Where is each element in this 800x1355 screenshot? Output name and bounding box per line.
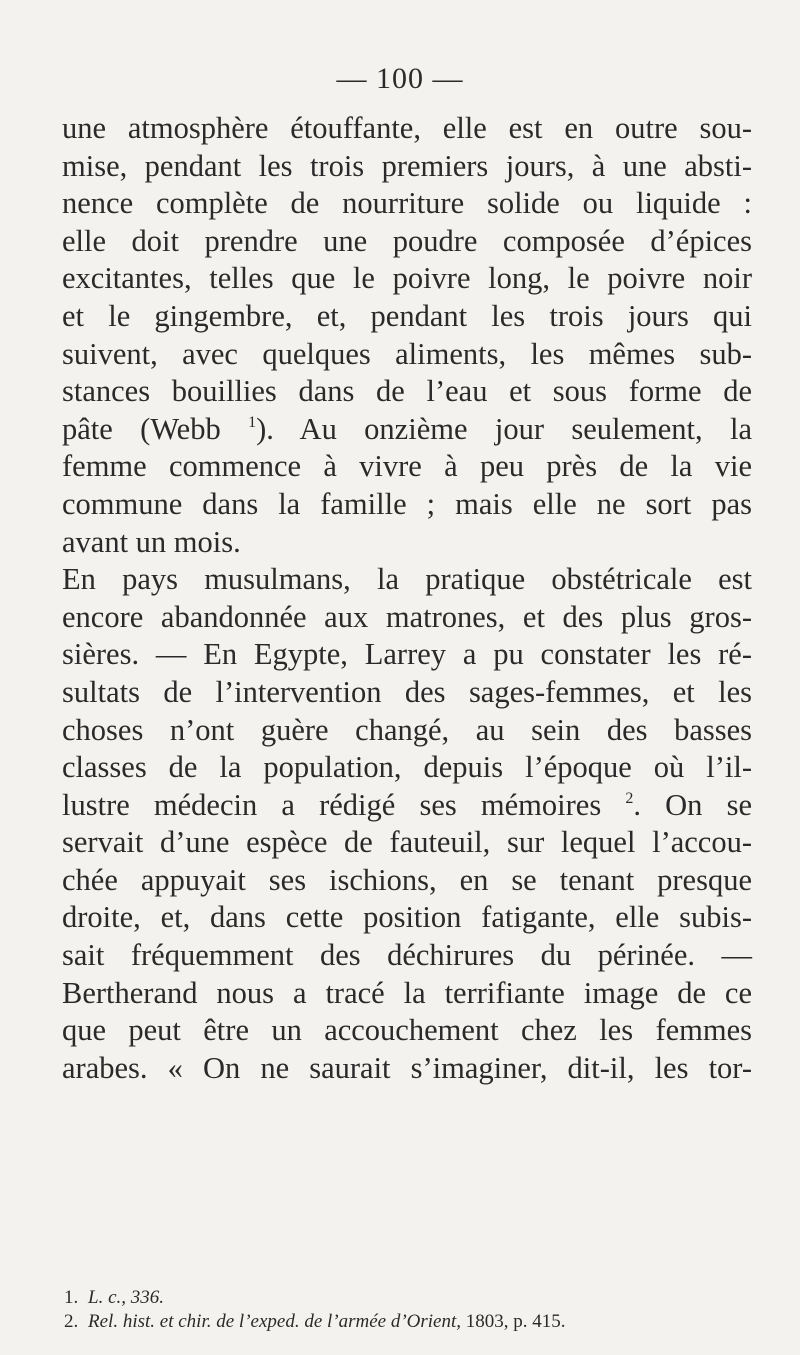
- text-fragment: . On se: [633, 787, 752, 822]
- text-line: elle doit prendre une poudre composée d’épices: [62, 223, 752, 258]
- footnote-tail: 1803, p. 415.: [461, 1311, 566, 1332]
- text-line: suivent, avec quelques aliments, les mêmes sub-: [62, 336, 752, 371]
- text-line: et le gingembre, et, pendant les trois jours qui: [62, 298, 752, 333]
- footnote-text: L. c., 336.: [88, 1287, 164, 1308]
- text-line: femme commence à vivre à peu près de la vie: [62, 449, 752, 484]
- text-fragment: pâte (Webb: [62, 411, 221, 446]
- footnote-text: Rel. hist. et chir. de l’exped. de l’armée d’Orient,: [88, 1311, 462, 1332]
- footnote-2: [64, 1310, 754, 1334]
- text-line: servait d’une espèce de fauteuil, sur lequel l’accou-: [62, 825, 752, 860]
- text-line: chée appuyait ses ischions, en se tenant presque: [62, 862, 752, 897]
- text-line: arabes. « On ne saurait s’imaginer, dit-il, les tor-: [62, 1050, 752, 1085]
- text-line: sait fréquemment des déchirures du périnée. —: [62, 938, 752, 973]
- text-line: [62, 411, 752, 449]
- text-line: droite, et, dans cette position fatigante, elle subis-: [62, 900, 752, 935]
- text-line: nence complète de nourriture solide ou liquide :: [62, 186, 752, 221]
- page-number: — 100 —: [336, 62, 464, 95]
- footnote-ref-1[interactable]: 1: [248, 413, 257, 431]
- text-line: commune dans la famille ; mais elle ne sort pas: [62, 486, 752, 521]
- text-line: classes de la population, depuis l’époque où l’il-: [62, 750, 752, 785]
- text-line: mise, pendant les trois premiers jours, à une absti-: [62, 148, 752, 183]
- text-line: [62, 787, 752, 825]
- text-line: avant un mois.: [62, 524, 241, 559]
- text-line: encore abandonnée aux matrones, et des plus gros-: [62, 599, 752, 634]
- text-line: que peut être un accouchement chez les femmes: [62, 1013, 752, 1048]
- text-line: sultats de l’intervention des sages-femmes, et les: [62, 674, 752, 709]
- text-line: Bertherand nous a tracé la terrifiante image de ce: [62, 975, 752, 1010]
- text-fragment: ). Au onzième jour seulement, la: [256, 411, 753, 446]
- text-line: une atmosphère étouffante, elle est en outre sou-: [62, 111, 752, 145]
- text-line: excitantes, telles que le poivre long, le poivre noir: [62, 261, 752, 296]
- text-line: choses n’ont guère changé, au sein des basses: [62, 712, 752, 747]
- body-text: [62, 110, 752, 1087]
- footnote-number: 1.: [64, 1287, 79, 1308]
- footnote-1: [64, 1286, 754, 1310]
- footnotes: [64, 1286, 754, 1334]
- footnote-number: 2.: [64, 1311, 79, 1332]
- text-line: En pays musulmans, la pratique obstétricale est: [62, 562, 752, 597]
- text-fragment: lustre médecin a rédigé ses mémoires: [62, 787, 602, 822]
- text-line: stances bouillies dans de l’eau et sous forme de: [62, 374, 752, 409]
- footnote-ref-2[interactable]: 2: [625, 789, 634, 807]
- text-line: sières. — En Egypte, Larrey a pu constater les ré-: [62, 637, 752, 672]
